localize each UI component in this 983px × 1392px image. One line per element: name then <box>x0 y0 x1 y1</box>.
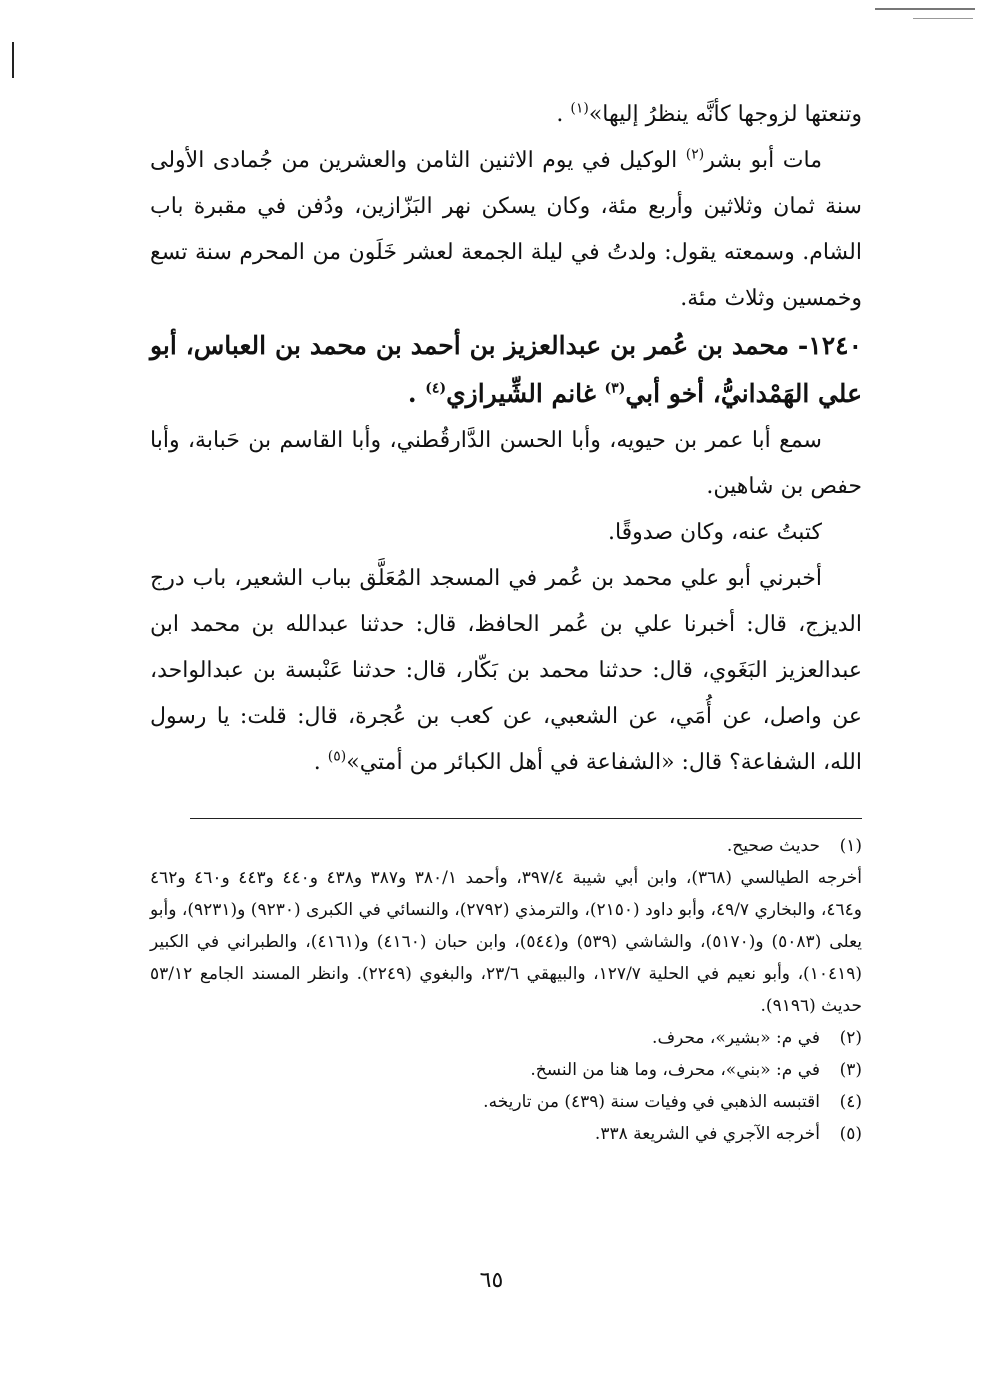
entry-title-tail: غانم الشِّيرازي <box>446 379 605 408</box>
scan-edge-line <box>875 8 975 10</box>
footnote-4 <box>150 1086 862 1118</box>
footnote-1 <box>150 830 862 862</box>
paragraph-3: سمع أبا عمر بن حيويه، وأبا الحسن الدَّارقُطني، وأبا القاسم بن حَبابة، وأبا حفص بن شاهين. <box>150 428 862 499</box>
text-line: أخبرني أبو علي محمد بن عُمر في المسجد المُعَلَّق بباب الشعير، باب درج الديزج، قال: أخبرنا علي بن عُمر الحافظ، قال: حدثنا عبدالله بن محمد ابن عبدالعزيز البَغَوي، قال: حدثنا محمد بن بَكّار، قال: حدثنا عَنْبسة بن عبدالواحد، عن واصل، عن أُمَي، عن الشعبي، عن كعب بن عُجرة، قال: قلت: يا رسول الله، الشفاعة؟ قال: «الشفاعة في أهل الكبائر من أمتي» <box>150 566 862 775</box>
footnote-text: حديث صحيح. <box>726 836 820 856</box>
text-line: . <box>313 750 328 775</box>
footnote-5 <box>150 1118 862 1150</box>
text-line: مات أبو بشر <box>704 148 822 173</box>
footnote-number: (١) <box>839 836 862 856</box>
footnote-mark: (٥) <box>327 748 347 765</box>
footnote-3 <box>150 1054 862 1086</box>
footnote-text: أخرجه الآجري في الشريعة ٣٣٨. <box>594 1124 820 1144</box>
entry-heading <box>150 322 862 418</box>
scan-edge-line-2 <box>913 18 973 19</box>
footnote-number: (٣) <box>839 1060 862 1080</box>
footnotes <box>150 830 862 1150</box>
text-line: وتنعتها لزوجها كأنَّه ينظرُ إليها» <box>588 102 862 127</box>
footnote-number: (٤) <box>839 1092 862 1112</box>
footnote-number: (٢) <box>839 1028 862 1048</box>
text-line: الوكيل في يوم الاثنين الثامن والعشرين من جُمادى الأولى سنة ثمان وثلاثين وأربع مئة، وكان يسكن نهر البَزّازين، ودُفن في مقبرة باب الشام. وسمعته يقول: ولدتُ في ليلة الجمعة لعشر خَلَون من المحرم سنة تسع وخمسين وثلاث مئة. <box>150 148 862 311</box>
footnote-text: أخرجه الطيالسي (٣٦٨)، وابن أبي شيبة ٣٩٧/٤، وأحمد ٣٨٠/١ و٣٨٧ و٤٣٨ و٤٤٠ و٤٤٣ و٤٦٠ و٤٦٢ و٤٦٤، والبخاري ٤٩/٧، وأبو داود (٢١٥٠)، والترمذي (٢٧٩٢)، والنسائي في الكبرى (٩٢٣٠) و(٩٢٣١)، وأبو يعلى (٥٠٨٣) و(٥١٧٠)، والشاشي (٥٣٩) و(٥٤٤)، وابن حبان (٤١٦٠) و(٤١٦١)، والطبراني في الكبير (١٠٤١٩)، وأبو نعيم في الحلية ١٢٧/٧، والبيهقي ٢٣/٦، والبغوي (٢٢٤٩). وانظر المسند الجامع ٥٣/١٢ حديث (٩١٩٦). <box>150 868 862 1016</box>
footnote-2 <box>150 1022 862 1054</box>
footnote-mark: (٢) <box>685 146 705 163</box>
footnote-separator <box>190 818 862 819</box>
paragraph-4: كتبتُ عنه، وكان صدوقًا. <box>607 520 822 545</box>
entry-title: ١٢٤٠- محمد بن عُمر بن عبدالعزيز بن أحمد بن محمد بن العباس، أبو علي الهَمْدانيُّ، أخو أبي <box>150 331 862 408</box>
paragraph-1 <box>150 92 862 138</box>
main-text <box>150 92 862 786</box>
text-line: . <box>407 379 426 408</box>
footnote-number: (٥) <box>839 1124 862 1144</box>
footnote-text: في م: «بشير»، محرف. <box>652 1028 820 1048</box>
footnote-mark: (٣) <box>604 380 626 397</box>
page-number: ٦٥ <box>479 1268 504 1293</box>
footnote-text: في م: «بني»، محرف، وما هنا من النسخ. <box>530 1060 820 1080</box>
footnote-text: اقتبسه الذهبي في وفيات سنة (٤٣٩) من تاريخه. <box>483 1092 820 1112</box>
margin-mark <box>12 42 14 78</box>
footnote-mark: (٤) <box>425 380 447 397</box>
footnote-mark: (١) <box>570 100 589 117</box>
paragraph-5 <box>150 556 862 786</box>
text-line: . <box>556 102 571 127</box>
paragraph-2 <box>150 138 862 322</box>
